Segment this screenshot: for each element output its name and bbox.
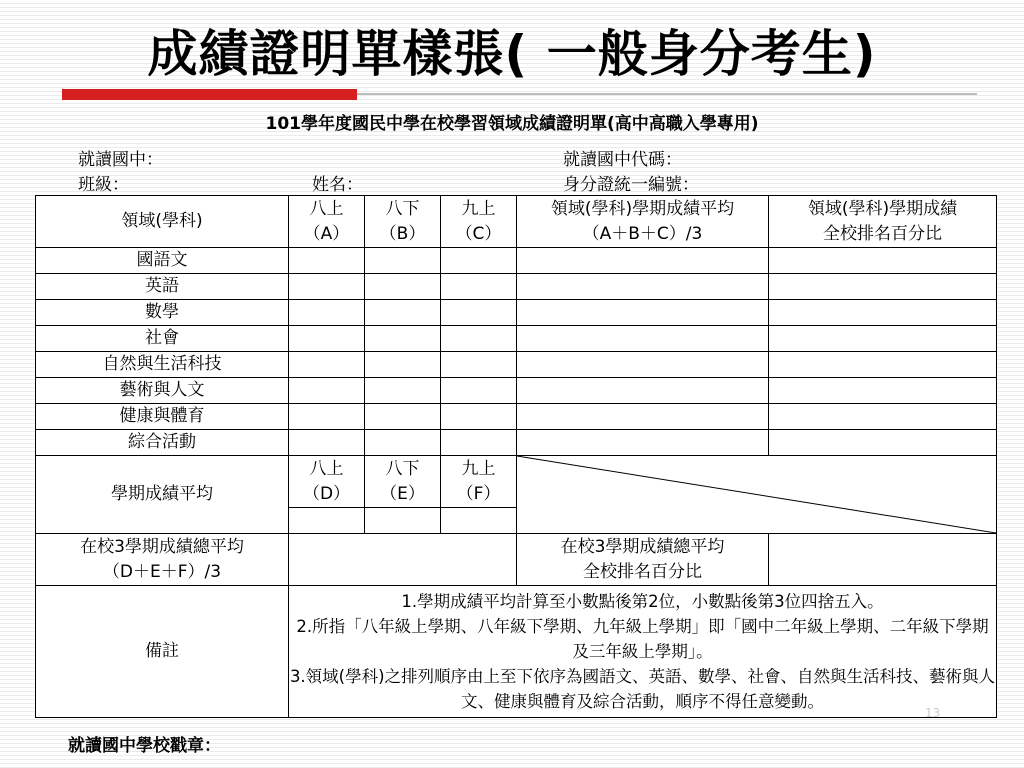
- term-avg-col-d: 八上 （D）: [289, 456, 365, 508]
- notes-content: [289, 586, 997, 718]
- term-avg-col-f: 九上 （F）: [441, 456, 517, 508]
- grade-cell[interactable]: [365, 430, 441, 456]
- header-col-a: 八上 （A）: [289, 196, 365, 248]
- form-subtitle: 101學年度國民中學在校學習領域成績證明單(高中高職入學專用): [265, 114, 759, 134]
- grade-cell[interactable]: [441, 378, 517, 404]
- grade-cell[interactable]: [769, 430, 997, 456]
- grade-cell[interactable]: [441, 326, 517, 352]
- grade-cell[interactable]: [365, 300, 441, 326]
- grade-cell[interactable]: [517, 248, 769, 274]
- grade-cell[interactable]: [769, 274, 997, 300]
- class-label: 班級：: [78, 175, 129, 195]
- total-avg-value-cell[interactable]: [289, 534, 517, 586]
- grade-cell[interactable]: [289, 404, 365, 430]
- title-accent-bar: [62, 89, 357, 100]
- school-stamp-label: 就讀國中學校戳章：: [68, 736, 221, 756]
- id-number-label: 身分證統一編號：: [563, 175, 699, 195]
- subject-row: [36, 352, 997, 378]
- total-rank-value-cell[interactable]: [769, 534, 997, 586]
- grade-cell[interactable]: [289, 274, 365, 300]
- subject-row: [36, 248, 997, 274]
- grade-cell[interactable]: [365, 378, 441, 404]
- grade-cell[interactable]: [365, 274, 441, 300]
- header-row: [36, 196, 997, 248]
- subject-label: 英語: [36, 274, 289, 300]
- subject-label: 國語文: [36, 248, 289, 274]
- diagonal-strike: [517, 456, 996, 533]
- grade-cell[interactable]: [289, 508, 365, 534]
- header-domain: 領域(學科): [36, 196, 289, 248]
- grade-cell[interactable]: [289, 248, 365, 274]
- note-line: 3.領域(學科)之排列順序由上至下依序為國語文、英語、數學、社會、自然與生活科技、藝術與人文、健康與體育及綜合活動，順序不得任意變動。: [289, 667, 996, 711]
- grade-cell[interactable]: [365, 248, 441, 274]
- grade-cell[interactable]: [365, 352, 441, 378]
- grade-cell[interactable]: [365, 404, 441, 430]
- grade-cell[interactable]: [289, 430, 365, 456]
- grade-cell[interactable]: [441, 248, 517, 274]
- subject-label: 藝術與人文: [36, 378, 289, 404]
- header-col-c: 九上 （C）: [441, 196, 517, 248]
- school-code-label: 就讀國中代碼：: [563, 150, 682, 170]
- subject-label: 自然與生活科技: [36, 352, 289, 378]
- header-col-b: 八下 （B）: [365, 196, 441, 248]
- note-line: 1.學期成績平均計算至小數點後第2位，小數點後第3位四捨五入。: [401, 592, 884, 611]
- grade-cell[interactable]: [365, 508, 441, 534]
- subject-label: 數學: [36, 300, 289, 326]
- grade-cell[interactable]: [517, 274, 769, 300]
- note-line: 2.所指「八年級上學期、八年級下學期、九年級上學期」即「國中二年級上學期、二年級下學期及三年級上學期」。: [296, 617, 989, 661]
- grade-cell[interactable]: [289, 300, 365, 326]
- total-avg-label: 在校3學期成績總平均 （D＋E＋F）/3: [36, 534, 289, 586]
- header-rank: 領域(學科)學期成績 全校排名百分比: [769, 196, 997, 248]
- term-avg-col-e: 八下 （E）: [365, 456, 441, 508]
- notes-label: 備註: [36, 586, 289, 718]
- grade-cell[interactable]: [517, 352, 769, 378]
- subject-row: [36, 300, 997, 326]
- term-avg-header-row: [36, 456, 997, 508]
- grade-cell[interactable]: [769, 352, 997, 378]
- grade-cell[interactable]: [441, 352, 517, 378]
- grade-cell[interactable]: [441, 274, 517, 300]
- subject-label: 健康與體育: [36, 404, 289, 430]
- subject-label: 綜合活動: [36, 430, 289, 456]
- name-label: 姓名：: [312, 175, 363, 195]
- grade-cell[interactable]: [769, 404, 997, 430]
- grade-cell[interactable]: [441, 430, 517, 456]
- title-rule: [357, 93, 977, 95]
- grade-cell[interactable]: [517, 378, 769, 404]
- grade-cell[interactable]: [289, 326, 365, 352]
- subject-row: [36, 326, 997, 352]
- grade-cell[interactable]: [769, 300, 997, 326]
- subject-row: [36, 404, 997, 430]
- subject-label: 社會: [36, 326, 289, 352]
- grade-cell[interactable]: [769, 326, 997, 352]
- total-avg-row: [36, 534, 997, 586]
- subject-row: [36, 430, 997, 456]
- term-avg-label: 學期成績平均: [36, 456, 289, 534]
- grade-cell[interactable]: [517, 430, 769, 456]
- grade-cell[interactable]: [769, 378, 997, 404]
- grade-table: [35, 195, 997, 718]
- grade-cell[interactable]: [517, 404, 769, 430]
- grade-cell[interactable]: [289, 352, 365, 378]
- grade-cell[interactable]: [769, 248, 997, 274]
- header-avg: 領域(學科)學期成績平均 （A＋B＋C）/3: [517, 196, 769, 248]
- grade-cell[interactable]: [441, 404, 517, 430]
- grade-cell[interactable]: [289, 378, 365, 404]
- grade-cell[interactable]: [441, 300, 517, 326]
- diagonal-blank-cell: [517, 456, 997, 534]
- subject-row: [36, 378, 997, 404]
- page-number: 13: [925, 706, 941, 720]
- total-rank-label: 在校3學期成績總平均 全校排名百分比: [517, 534, 769, 586]
- grade-cell[interactable]: [517, 300, 769, 326]
- grade-cell[interactable]: [365, 326, 441, 352]
- notes-row: [36, 586, 997, 718]
- school-label: 就讀國中：: [78, 150, 163, 170]
- grade-cell[interactable]: [517, 326, 769, 352]
- slide-title: 成績證明單樣張( 一般身分考生): [147, 25, 877, 83]
- grade-cell[interactable]: [441, 508, 517, 534]
- subject-row: [36, 274, 997, 300]
